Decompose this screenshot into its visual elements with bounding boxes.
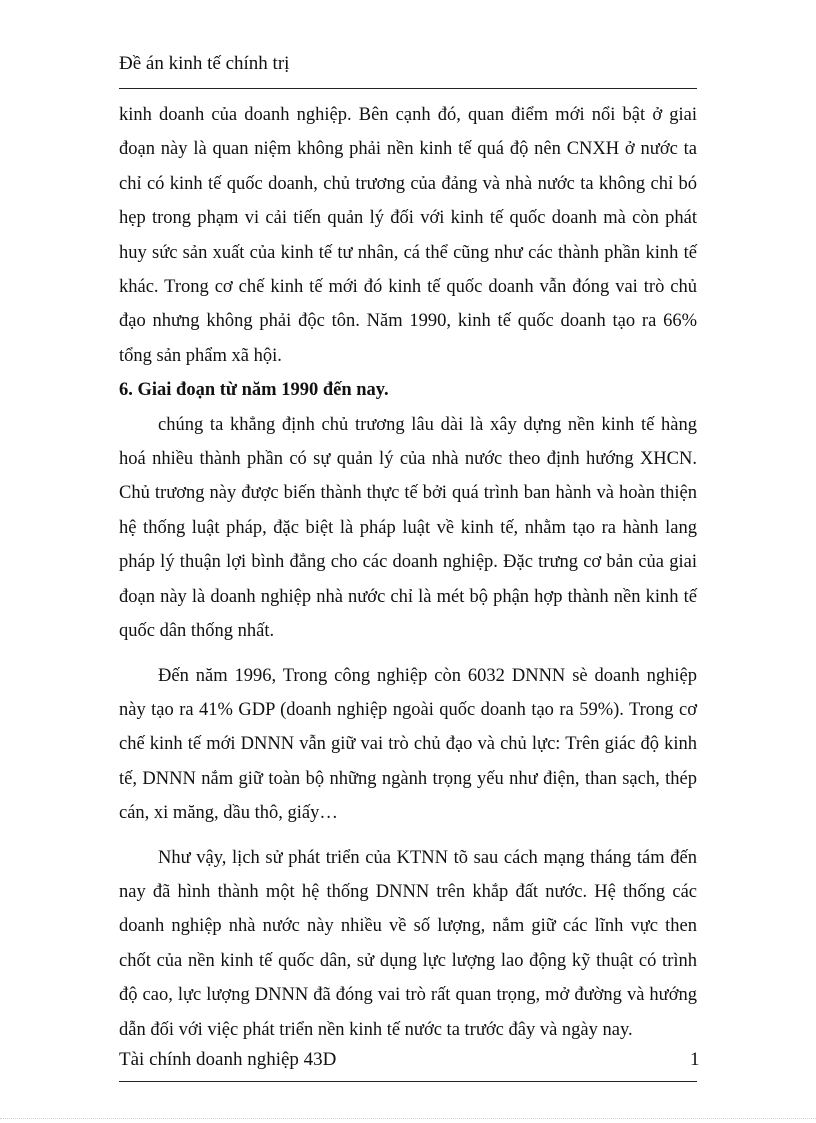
body-paragraph: chúng ta khẳng định chủ trương lâu dài là xây dựng nền kinh tế hàng hoá nhiều thành phần có sự quản lý của nhà nước theo định hướng XHCN. Chủ trương này được biến thành thực tế bởi quá trình ban hành và hoàn thiện hệ thống luật pháp, đặc biệt là pháp luật về kinh tế, nhằm tạo ra hành lang pháp lý thuận lợi bình đẳng cho các doanh nghiệp. Đặc trưng cơ bản của giai đoạn này là doanh nghiệp nhà nước chỉ là mét bộ phận hợp thành nền kinh tế quốc dân thống nhất. [119,414,697,642]
body-paragraph: Như vậy, lịch sử phát triển của KTNN tõ sau cách mạng tháng tám đến nay đã hình thành một hệ thống DNNN trên khắp đất nước. Hệ thống các doanh nghiệp nhà nước này nhiều về số lượng, nắm giữ các lĩnh vực then chốt của nền kinh tế quốc dân, sử dụng lực lượng lao động kỹ thuật có trình độ cao, lực lượng DNNN đã đóng vai trò rất quan trọng, mở đường và hướng dẫn đối với việc phát triển nền kinh tế nước ta trước đây và ngày nay. [119,847,697,1040]
document-body [119,98,697,1047]
section-heading: 6. Giai đoạn từ năm 1990 đến nay. [119,380,389,401]
header-divider [119,88,697,89]
page-number: 1 [690,1049,700,1070]
page-footer-text: Tài chính doanh nghiệp 43D [119,1049,337,1070]
footer-divider [119,1081,697,1082]
body-paragraph: Đến năm 1996, Trong công nghiệp còn 6032 DNNN sè doanh nghiệp này tạo ra 41% GDP (doanh nghiệp ngoài quốc doanh tạo ra 59%). Trong cơ chế kinh tế mới DNNN vẫn giữ vai trò chủ đạo và chủ lực: Trên giác độ kinh tế, DNNN nắm giữ toàn bộ những ngành trọng yếu như điện, than sạch, thép cán, xi măng, dầu thô, giấy… [119,665,697,824]
page-bottom-border [0,1118,816,1119]
page-header-title: Đề án kinh tế chính trị [119,53,290,74]
continuation-paragraph: kinh doanh của doanh nghiệp. Bên cạnh đó, quan điểm mới nổi bật ở giai đoạn này là quan niệm không phải nền kinh tế quá độ nên CNXH ở nước ta chỉ có kinh tế quốc doanh, chủ trương của đảng và nhà nước ta không chỉ bó hẹp trong phạm vi cải tiến quản lý đối với kinh tế quốc doanh mà còn phát huy sức sản xuất của kinh tế tư nhân, cá thể cũng như các thành phần kinh tế khác. Trong cơ chế kinh tế mới đó kinh tế quốc doanh vẫn đóng vai trò chủ đạo nhưng không phải độc tôn. Năm 1990, kinh tế quốc doanh tạo ra 66% tổng sản phẩm xã hội. [119,105,697,366]
